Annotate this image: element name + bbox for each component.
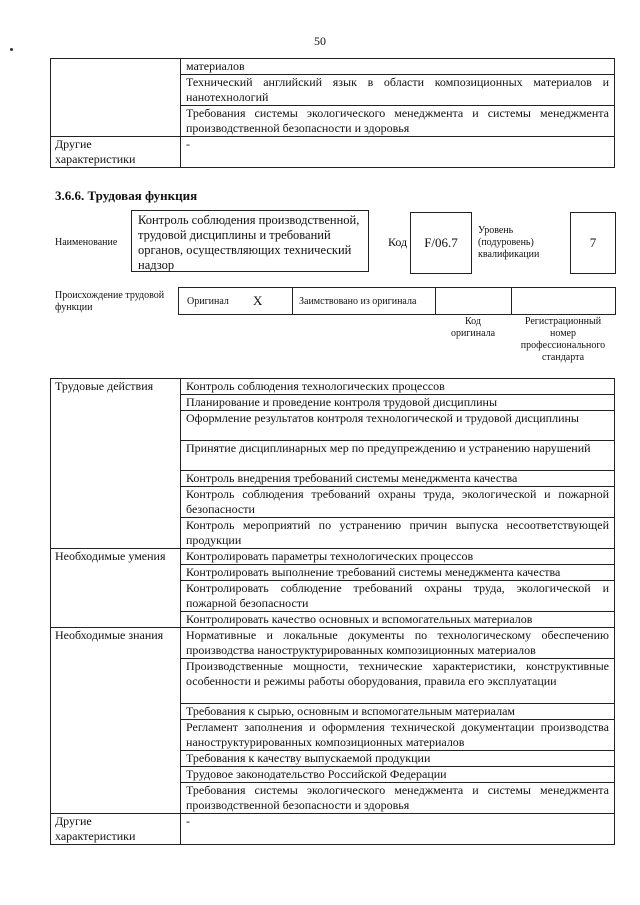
origin-divider: [511, 288, 512, 314]
table-cell: Контролировать параметры технологических процессов: [181, 549, 615, 565]
section-label-knowledge: Необходимые знания: [51, 628, 181, 814]
function-name-box: Контроль соблюдения производственной, трудовой дисциплины и требований органов, осуществляющих технический надзор: [131, 210, 369, 272]
table-cell: Контролировать выполнение требований системы менеджмента качества: [181, 565, 615, 581]
level-value: 7: [570, 212, 616, 274]
code-value: F/06.7: [410, 212, 472, 274]
table-cell: Регламент заполнения и оформления технической документации производства наноструктурированных композиционных материалов: [181, 720, 615, 751]
section-label-other: Другие характеристики: [51, 814, 181, 845]
name-label: Наименование: [55, 237, 118, 248]
reg-caption: Регистрационный номер профессионального стандарта: [520, 316, 606, 363]
prev-table-empty-label: [51, 59, 181, 137]
prev-table-cell: материалов: [181, 59, 615, 75]
origin-box: [178, 287, 616, 315]
prev-table-cell: -: [181, 137, 615, 168]
prev-table-cell: Технический английский язык в области композиционных материалов и нанотехнологий: [181, 75, 615, 106]
labor-function-table: [50, 378, 615, 845]
table-cell: Принятие дисциплинарных мер по предупреждению и устранению нарушений: [181, 441, 615, 471]
table-cell: Контроль соблюдения требований охраны труда, экологической и пожарной безопасности: [181, 487, 615, 518]
origin-divider: [292, 288, 293, 314]
page-number: 50: [314, 34, 326, 48]
prev-table: [50, 58, 615, 168]
table-cell: Требования к сырью, основным и вспомогательным материалам: [181, 704, 615, 720]
borrowed-label: Заимствовано из оригинала: [299, 296, 417, 307]
code-caption: Код оригинала: [450, 316, 496, 339]
level-label: Уровень (подуровень) квалификации: [478, 225, 540, 260]
origin-divider: [435, 288, 436, 314]
section-title: 3.6.6. Трудовая функция: [55, 188, 198, 203]
table-cell: Планирование и проведение контроля трудовой дисциплины: [181, 395, 615, 411]
scan-speck: [10, 48, 13, 51]
original-mark: X: [253, 293, 263, 308]
section-label-actions: Трудовые действия: [51, 379, 181, 549]
table-cell: Требования системы экологического менеджмента и системы менеджмента производственной безопасности и здоровья: [181, 783, 615, 814]
table-cell: Оформление результатов контроля технологической и трудовой дисциплины: [181, 411, 615, 441]
original-label: Оригинал: [187, 296, 229, 307]
table-cell: Контролировать соблюдение требований охраны труда, экологической и пожарной безопасности: [181, 581, 615, 612]
table-cell: Трудовое законодательство Российской Федерации: [181, 767, 615, 783]
table-cell: Контролировать качество основных и вспомогательных материалов: [181, 612, 615, 628]
table-cell: Нормативные и локальные документы по технологическому обеспечению производства наноструктурированных композиционных материалов: [181, 628, 615, 659]
origin-label: Происхождение трудовой функции: [55, 290, 165, 313]
table-cell: Контроль внедрения требований системы менеджмента качества: [181, 471, 615, 487]
table-cell: Производственные мощности, технические характеристики, конструктивные особенности и режимы работы оборудования, правила его эксплуатации: [181, 659, 615, 704]
table-cell: Контроль соблюдения технологических процессов: [181, 379, 615, 395]
prev-table-cell: Требования системы экологического менеджмента и системы менеджмента производственной безопасности и здоровья: [181, 106, 615, 137]
table-cell: -: [181, 814, 615, 845]
prev-table-label: Другие характеристики: [51, 137, 181, 168]
table-cell: Контроль мероприятий по устранению причин выпуска несоответствующей продукции: [181, 518, 615, 549]
code-label: Код: [388, 235, 408, 249]
table-cell: Требования к качеству выпускаемой продукции: [181, 751, 615, 767]
section-label-skills: Необходимые умения: [51, 549, 181, 628]
